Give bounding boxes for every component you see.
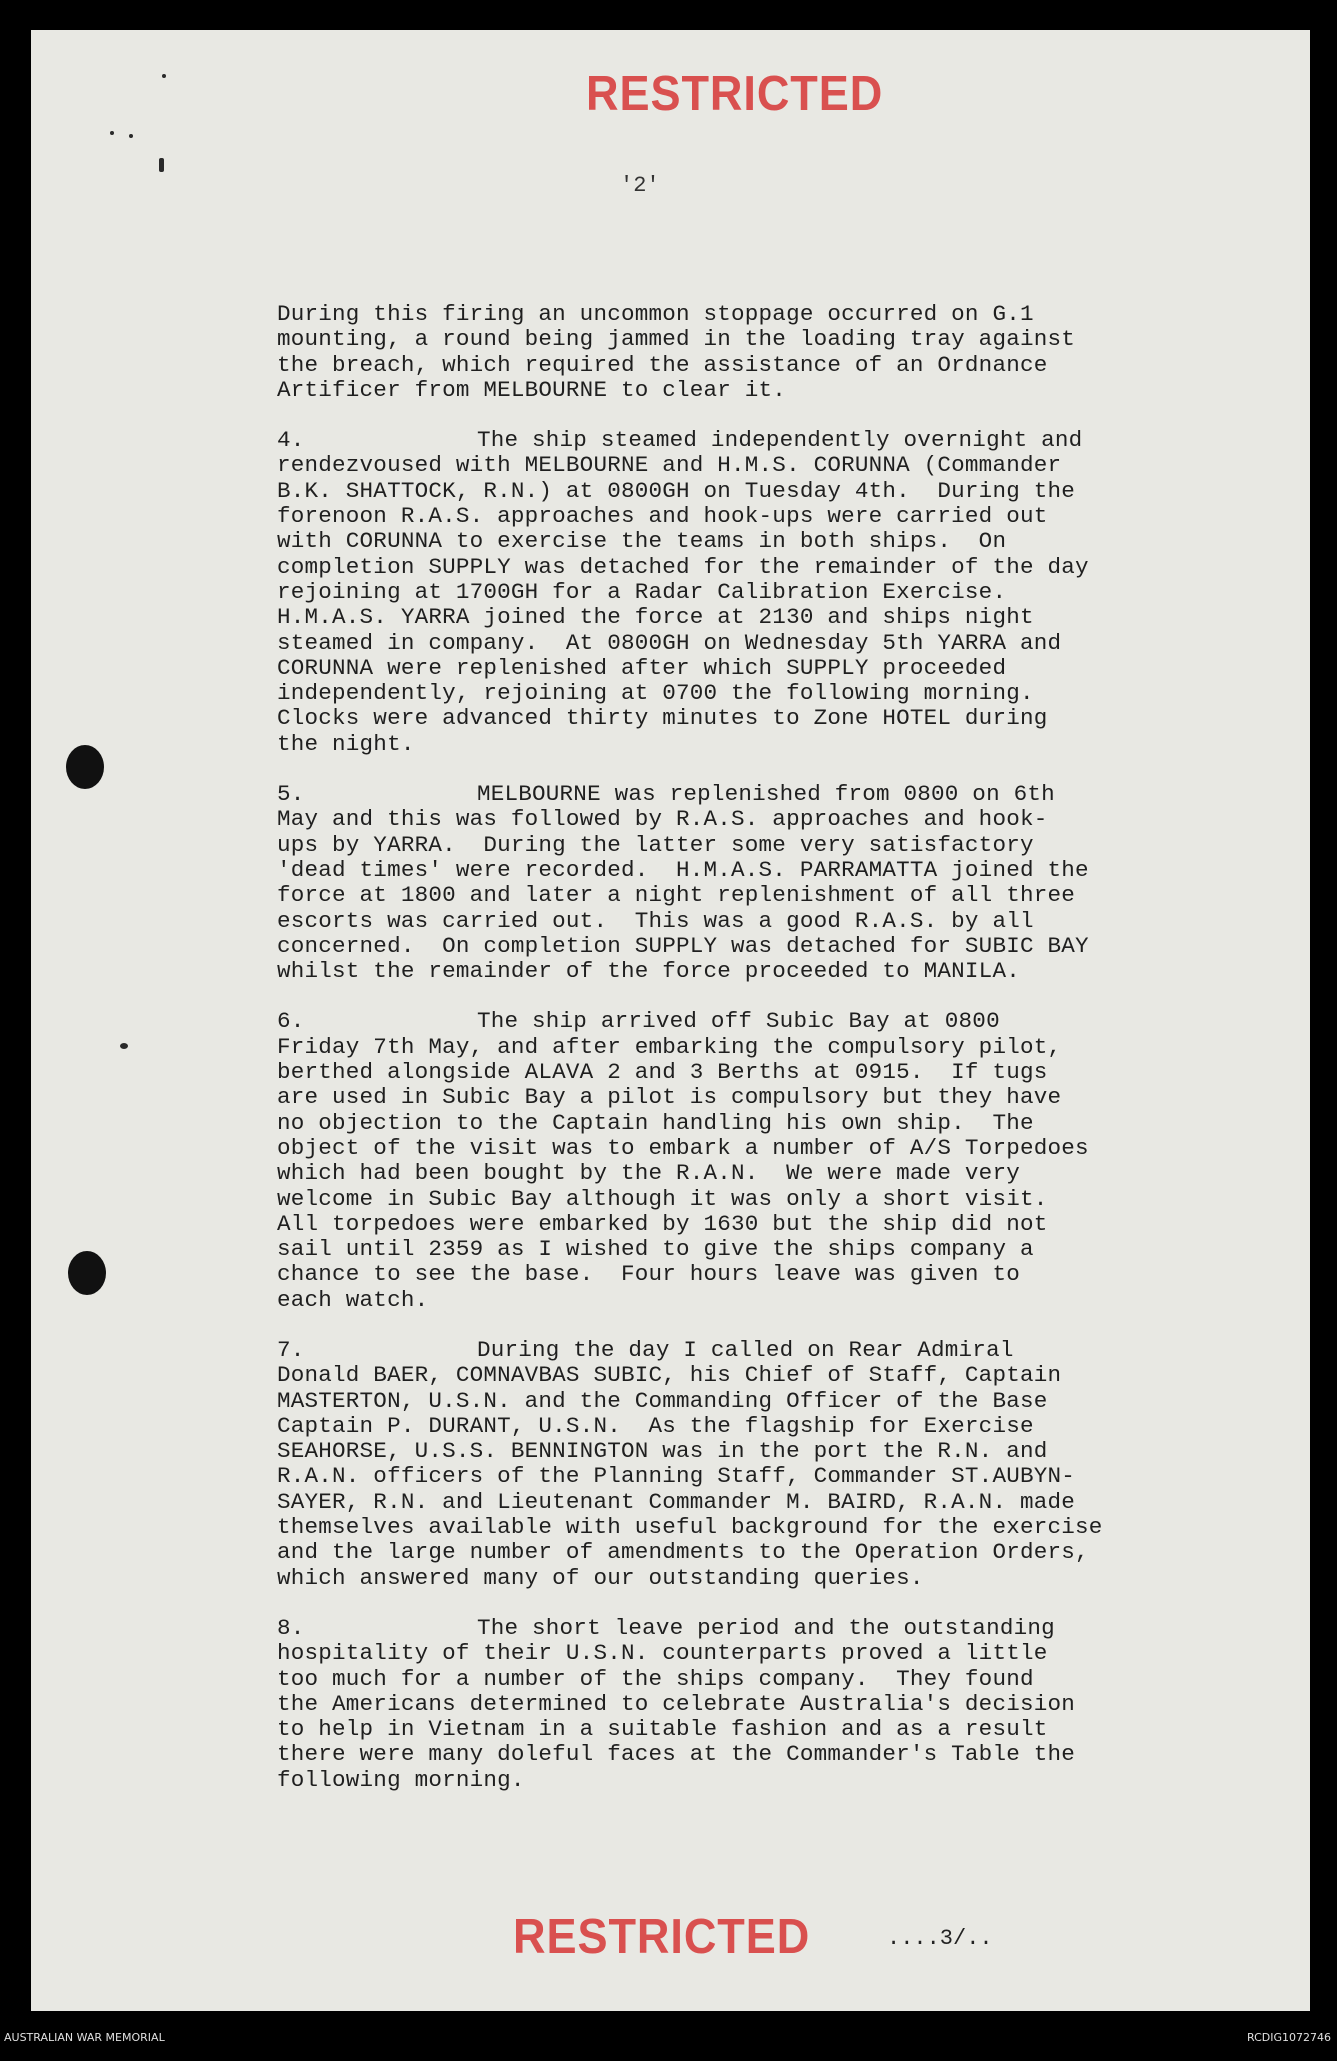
paper-speck [110,131,114,135]
paper-speck [120,1043,128,1049]
paragraph-line [277,302,1197,327]
paragraph-line [277,1464,1197,1489]
line-text: to help in Vietnam in a suitable fashion and as a result [277,1716,1048,1743]
paragraph-number: 5. [277,781,305,808]
paragraph [277,1338,1197,1591]
paragraph-gap [277,1313,1197,1338]
line-text: the breach, which required the assistance of an Ordnance [277,351,1048,378]
line-text: completion SUPPLY was detached for the remainder of the day [277,553,1089,580]
paragraph [277,428,1197,757]
paragraph-line [277,1439,1197,1464]
paragraph-line [277,1540,1197,1565]
paragraph-line [277,453,1197,478]
line-text: berthed alongside ALAVA 2 and 3 Berths at 0915. If tugs [277,1059,1048,1086]
footer-archive-name: AUSTRALIAN WAR MEMORIAL [4,2031,165,2044]
paragraph-line [277,1212,1197,1237]
paragraph-line [277,529,1197,554]
line-text: The ship steamed independently overnight and [477,427,1083,454]
paragraph-line [277,631,1197,656]
paragraph-line [277,1768,1197,1793]
paragraph-line [277,1136,1197,1161]
paragraph-line [277,1616,1197,1641]
paragraph-line [277,1237,1197,1262]
paragraph-line [277,1288,1197,1313]
paragraph-line [277,1060,1197,1085]
line-text: the night. [277,730,415,757]
line-text: B.K. SHATTOCK, R.N.) at 0800GH on Tuesday 4th. During the [277,477,1075,504]
restricted-stamp-bottom: RESTRICTED [513,1910,811,1964]
paragraph-line [277,732,1197,757]
paragraph-line [277,1111,1197,1136]
paragraph-line [277,681,1197,706]
line-text: SEAHORSE, U.S.S. BENNINGTON was in the port the R.N. and [277,1438,1048,1465]
paragraph-line [277,1742,1197,1767]
line-text: each watch. [277,1286,429,1313]
paragraph-line [277,656,1197,681]
paragraph-line [277,1641,1197,1666]
paragraph-line [277,1515,1197,1540]
paragraph [277,1009,1197,1313]
paragraph-line [277,1262,1197,1287]
paragraph-number: 8. [277,1614,305,1641]
line-text: H.M.A.S. YARRA joined the force at 2130 and ships night [277,604,1034,631]
paragraph-line [277,1161,1197,1186]
line-text: concerned. On completion SUPPLY was detached for SUBIC BAY [277,932,1089,959]
paragraph-line [277,580,1197,605]
paragraph-line [277,1717,1197,1742]
line-text: R.A.N. officers of the Planning Staff, Commander ST.AUBYN- [277,1463,1075,1490]
line-text: which had been bought by the R.A.N. We were made very [277,1160,1020,1187]
paragraph-number: 6. [277,1008,305,1035]
line-text: independently, rejoining at 0700 the following morning. [277,680,1034,707]
line-text: During the day I called on Rear Admiral [477,1336,1014,1363]
line-text: are used in Subic Bay a pilot is compulsory but they have [277,1084,1062,1111]
line-text: hospitality of their U.S.N. counterparts proved a little [277,1640,1048,1667]
paragraph-number: 7. [277,1336,305,1363]
line-text: Clocks were advanced thirty minutes to Zone HOTEL during [277,705,1048,732]
paragraph-line [277,353,1197,378]
line-text: MELBOURNE was replenished from 0800 on 6th [477,781,1055,808]
paragraph-line [277,1085,1197,1110]
line-text: During this firing an uncommon stoppage occurred on G.1 [277,301,1034,327]
paragraph-line [277,706,1197,731]
line-text: Artificer from MELBOURNE to clear it. [277,376,787,403]
paragraph-line [277,605,1197,630]
line-text: sail until 2359 as I wished to give the ships company a [277,1236,1034,1263]
line-text: MASTERTON, U.S.N. and the Commanding Officer of the Base [277,1387,1048,1414]
line-text: too much for a number of the ships company. They found [277,1665,1034,1692]
line-text: ups by YARRA. During the latter some very satisfactory [277,831,1034,858]
line-text: The ship arrived off Subic Bay at 0800 [477,1008,1000,1035]
paragraph-number: 4. [277,427,305,454]
line-text: Donald BAER, COMNAVBAS SUBIC, his Chief of Staff, Captain [277,1362,1062,1389]
punch-hole [66,745,104,789]
paragraph [277,302,1197,403]
paragraph-line [277,833,1197,858]
restricted-stamp-top: RESTRICTED [586,67,884,121]
line-text: welcome in Subic Bay although it was only a short visit. [277,1185,1048,1212]
line-text: May and this was followed by R.A.S. approaches and hook- [277,806,1048,833]
line-text: rejoining at 1700GH for a Radar Calibration Exercise. [277,578,1007,605]
paragraph-line [277,1692,1197,1717]
paragraph-line [277,858,1197,883]
line-text: 'dead times' were recorded. H.M.A.S. PARRAMATTA joined the [277,856,1089,883]
line-text: rendezvoused with MELBOURNE and H.M.S. CORUNNA (Commander [277,452,1062,479]
punch-hole [68,1251,106,1295]
line-text: there were many doleful faces at the Commander's Table the [277,1741,1075,1768]
paragraph-line [277,934,1197,959]
line-text: the Americans determined to celebrate Australia's decision [277,1690,1075,1717]
line-text: escorts was carried out. This was a good R.A.S. by all [277,907,1034,934]
line-text: following morning. [277,1766,525,1793]
line-text: steamed in company. At 0800GH on Wednesday 5th YARRA and [277,629,1062,656]
paper-speck [159,158,164,172]
line-text: forenoon R.A.S. approaches and hook-ups were carried out [277,503,1048,530]
paragraph-line [277,1389,1197,1414]
paragraph-line [277,1009,1197,1034]
page-number: '2' [620,173,660,198]
paragraph [277,1616,1197,1793]
paragraph-line [277,327,1197,352]
paragraph-line [277,1035,1197,1060]
line-text: whilst the remainder of the force proceeded to MANILA. [277,958,1020,985]
paragraph-gap [277,1591,1197,1616]
line-text: no objection to the Captain handling his own ship. The [277,1109,1034,1136]
paragraph-line [277,504,1197,529]
paragraph-line [277,1490,1197,1515]
line-text: The short leave period and the outstanding [477,1614,1055,1641]
line-text: and the large number of amendments to the Operation Orders, [277,1539,1089,1566]
paragraph-line [277,428,1197,453]
paper-speck [129,134,133,138]
line-text: object of the visit was to embark a number of A/S Torpedoes [277,1134,1089,1161]
paragraph-line [277,1363,1197,1388]
line-text: SAYER, R.N. and Lieutenant Commander M. BAIRD, R.A.N. made [277,1488,1075,1515]
paragraph [277,782,1197,984]
paragraph-line [277,1414,1197,1439]
line-text: CORUNNA were replenished after which SUPPLY proceeded [277,654,1007,681]
line-text: mounting, a round being jammed in the loading tray against [277,326,1075,353]
paragraph-gap [277,403,1197,428]
paragraph-line [277,883,1197,908]
line-text: themselves available with useful background for the exercise [277,1514,1103,1541]
paragraph-line [277,807,1197,832]
paragraph-line [277,1338,1197,1363]
paragraph-line [277,479,1197,504]
paragraph-gap [277,984,1197,1009]
paragraph-line [277,959,1197,984]
document-page [31,30,1310,2011]
continuation-marker: ....3/.. [887,1926,993,1951]
paragraph-line [277,1187,1197,1212]
line-text: All torpedoes were embarked by 1630 but the ship did not [277,1210,1048,1237]
paragraph-line [277,1667,1197,1692]
paragraph-gap [277,757,1197,782]
paragraph-line [277,782,1197,807]
paragraph-line [277,378,1197,403]
line-text: Friday 7th May, and after embarking the compulsory pilot, [277,1033,1062,1060]
paper-speck [162,74,166,78]
line-text: which answered many of our outstanding queries. [277,1564,924,1591]
document-body [277,302,1197,1793]
paragraph-line [277,555,1197,580]
line-text: Captain P. DURANT, U.S.N. As the flagship for Exercise [277,1412,1034,1439]
line-text: with CORUNNA to exercise the teams in both ships. On [277,528,1007,555]
paragraph-line [277,1566,1197,1591]
paragraph-line [277,909,1197,934]
line-text: chance to see the base. Four hours leave was given to [277,1261,1020,1288]
line-text: force at 1800 and later a night replenishment of all three [277,882,1075,909]
footer-record-id: RCDIG1072746 [1246,2031,1331,2044]
